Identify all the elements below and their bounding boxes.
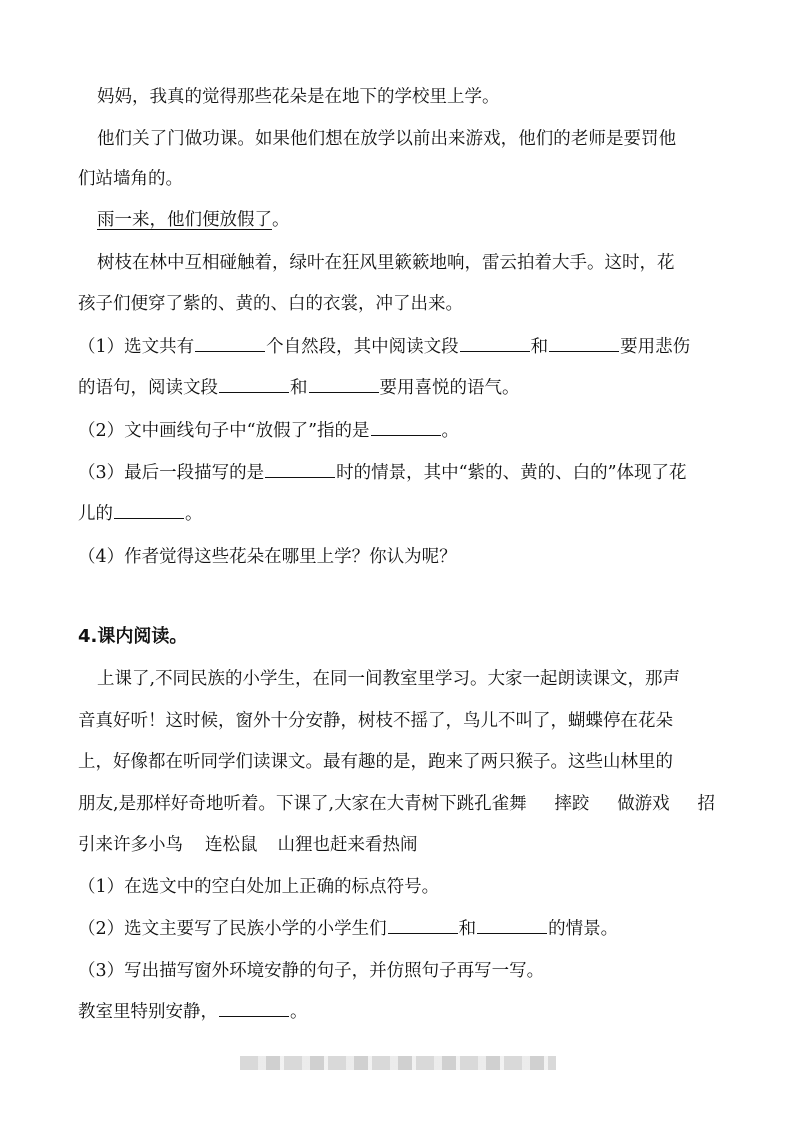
q4-text: （4）作者觉得这些花朵在哪里上学？你认为呢？ xyxy=(78,547,457,567)
section4-line1-text: 上课了,不同民族的小学生，在同一间教室里学习。大家一起朗读课文，那声 xyxy=(97,669,681,689)
s4-question1 xyxy=(78,875,439,899)
question3-line2 xyxy=(78,502,203,526)
q1-text-d: 要用悲伤 xyxy=(620,337,691,357)
section4-line2 xyxy=(78,709,673,733)
passage1-p4-line1-text: 树枝在林中互相碰触着，绿叶在狂风里簌簌地响，雷云拍着大手。这时，花 xyxy=(97,253,675,273)
q1-text-e: 的语句，阅读文段 xyxy=(78,378,218,398)
section4-line4-word: 招 xyxy=(697,794,715,814)
s4-q3-answer-end: 。 xyxy=(290,1002,308,1022)
passage1-paragraph2-line1 xyxy=(97,127,676,151)
s4-q2-text-c: 的情景。 xyxy=(548,919,619,939)
answer-blank[interactable] xyxy=(388,917,458,934)
answer-blank[interactable] xyxy=(265,461,335,478)
q3-text-b: 时的情景，其中“紫的、黄的、白的”体现了花 xyxy=(336,463,687,483)
underlined-sentence: 雨一来，他们便放假了 xyxy=(97,210,272,230)
question3-line1 xyxy=(78,461,687,485)
answer-blank[interactable] xyxy=(195,335,265,352)
passage1-paragraph4-line2 xyxy=(78,292,463,316)
s4-q2-text-b: 和 xyxy=(458,919,477,939)
section4-line4-word: 做游戏 xyxy=(617,794,670,814)
blurred-watermark xyxy=(240,1056,556,1070)
section4-line4-word: 摔跤 xyxy=(554,794,590,814)
q1-text-a: （1）选文共有 xyxy=(78,337,195,357)
q3-text-c: 儿的 xyxy=(78,504,113,524)
passage1-p1-text: 妈妈，我真的觉得那些花朵是在地下的学校里上学。 xyxy=(97,87,500,107)
answer-blank[interactable] xyxy=(477,917,547,934)
passage1-paragraph4-line1 xyxy=(97,251,675,275)
passage1-p3-end: 。 xyxy=(272,210,290,230)
passage1-p2-line2-text: 们站墙角的。 xyxy=(78,169,183,189)
passage1-paragraph2-line2 xyxy=(78,167,183,191)
question2 xyxy=(78,419,459,443)
q2-text-b: 。 xyxy=(441,421,460,441)
q1-text-f: 和 xyxy=(290,378,308,398)
section4-line2-text: 音真好听！这时候，窗外十分安静，树枝不摇了，鸟儿不叫了，蝴蝶停在花朵 xyxy=(78,711,673,731)
answer-blank[interactable] xyxy=(371,419,441,436)
section4-line3 xyxy=(78,750,673,774)
answer-blank[interactable] xyxy=(309,376,379,393)
answer-blank[interactable] xyxy=(114,502,184,519)
section4-line4 xyxy=(78,792,715,816)
q1-text-g: 要用喜悦的语气。 xyxy=(379,378,520,398)
section4-line3-text: 上，好像都在听同学们读课文。最有趣的是，跑来了两只猴子。这些山林里的 xyxy=(78,752,673,772)
q1-text-b: 个自然段，其中阅读文段 xyxy=(266,337,459,357)
passage1-paragraph1 xyxy=(97,85,500,109)
answer-blank[interactable] xyxy=(460,335,530,352)
passage1-p2-line1-text: 他们关了门做功课。如果他们想在放学以前出来游戏，他们的老师是要罚他 xyxy=(97,129,677,149)
s4-q3-text: （3）写出描写窗外环境安静的句子，并仿照句子再写一写。 xyxy=(78,961,545,981)
answer-blank[interactable] xyxy=(549,335,619,352)
q3-text-a: （3）最后一段描写的是 xyxy=(78,463,265,483)
answer-blank[interactable] xyxy=(219,1000,289,1017)
q3-text-d: 。 xyxy=(185,504,203,524)
passage1-paragraph3 xyxy=(97,208,290,232)
s4-q2-text-a: （2）选文主要写了民族小学的小学生们 xyxy=(78,919,387,939)
s4-question2 xyxy=(78,917,618,941)
section4-line5-word: 连松鼠 xyxy=(205,835,258,855)
q2-text-a: （2）文中画线句子中“放假了”指的是 xyxy=(78,421,370,441)
section4-line5-word: 山狸也赶来看热闹 xyxy=(277,835,418,855)
s4-question3 xyxy=(78,959,544,983)
section4-line5-word: 引来许多小鸟 xyxy=(78,835,183,855)
s4-q1-text: （1）在选文中的空白处加上正确的标点符号。 xyxy=(78,877,440,897)
section4-line4-word: 朋友,是那样好奇地听着。下课了,大家在大青树下跳孔雀舞 xyxy=(78,794,527,814)
question4 xyxy=(78,545,457,569)
passage1-p4-line2-text: 孩子们便穿了紫的、黄的、白的衣裳，冲了出来。 xyxy=(78,294,463,314)
q1-text-c: 和 xyxy=(530,337,549,357)
section-heading: 4.课内阅读。 xyxy=(78,626,188,647)
section4-line5 xyxy=(78,833,418,857)
section4-line1 xyxy=(97,667,680,691)
s4-question3-answer xyxy=(78,1000,308,1024)
s4-q3-answer-prompt: 教室里特别安静， xyxy=(78,1002,218,1022)
answer-blank[interactable] xyxy=(219,376,289,393)
question1-line1 xyxy=(78,335,690,359)
question1-line2 xyxy=(78,376,520,400)
